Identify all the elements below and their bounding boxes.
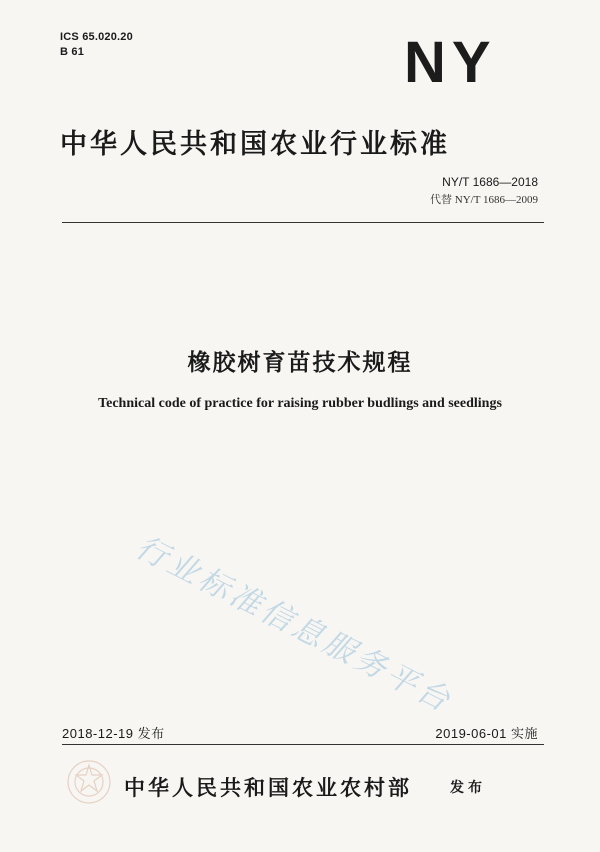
bottom-divider — [62, 744, 544, 745]
faint-emblem-icon — [64, 757, 114, 807]
classification-code: B 61 — [60, 46, 85, 58]
top-divider — [62, 222, 544, 223]
publish-label: 发布 — [450, 780, 486, 796]
issue-date: 2018-12-19 发布 — [62, 726, 165, 741]
standard-category-title: 中华人民共和国农业行业标准 — [60, 129, 450, 160]
ny-logo: NY — [404, 30, 497, 95]
document-title-chinese: 橡胶树育苗技术规程 — [187, 350, 413, 376]
replaces-standard: 代替 NY/T 1686—2009 — [430, 194, 538, 206]
ics-code: ICS 65.020.20 — [60, 31, 133, 43]
implementation-date: 2019-06-01 实施 — [435, 726, 538, 741]
watermark: 行业标准信息服务平台 — [130, 529, 459, 721]
publisher: 中华人民共和国农业农村部 — [124, 776, 412, 800]
document-title-english: Technical code of practice for raising rubber budlings and seedlings — [98, 396, 502, 411]
standard-number: NY/T 1686—2018 — [442, 175, 538, 189]
